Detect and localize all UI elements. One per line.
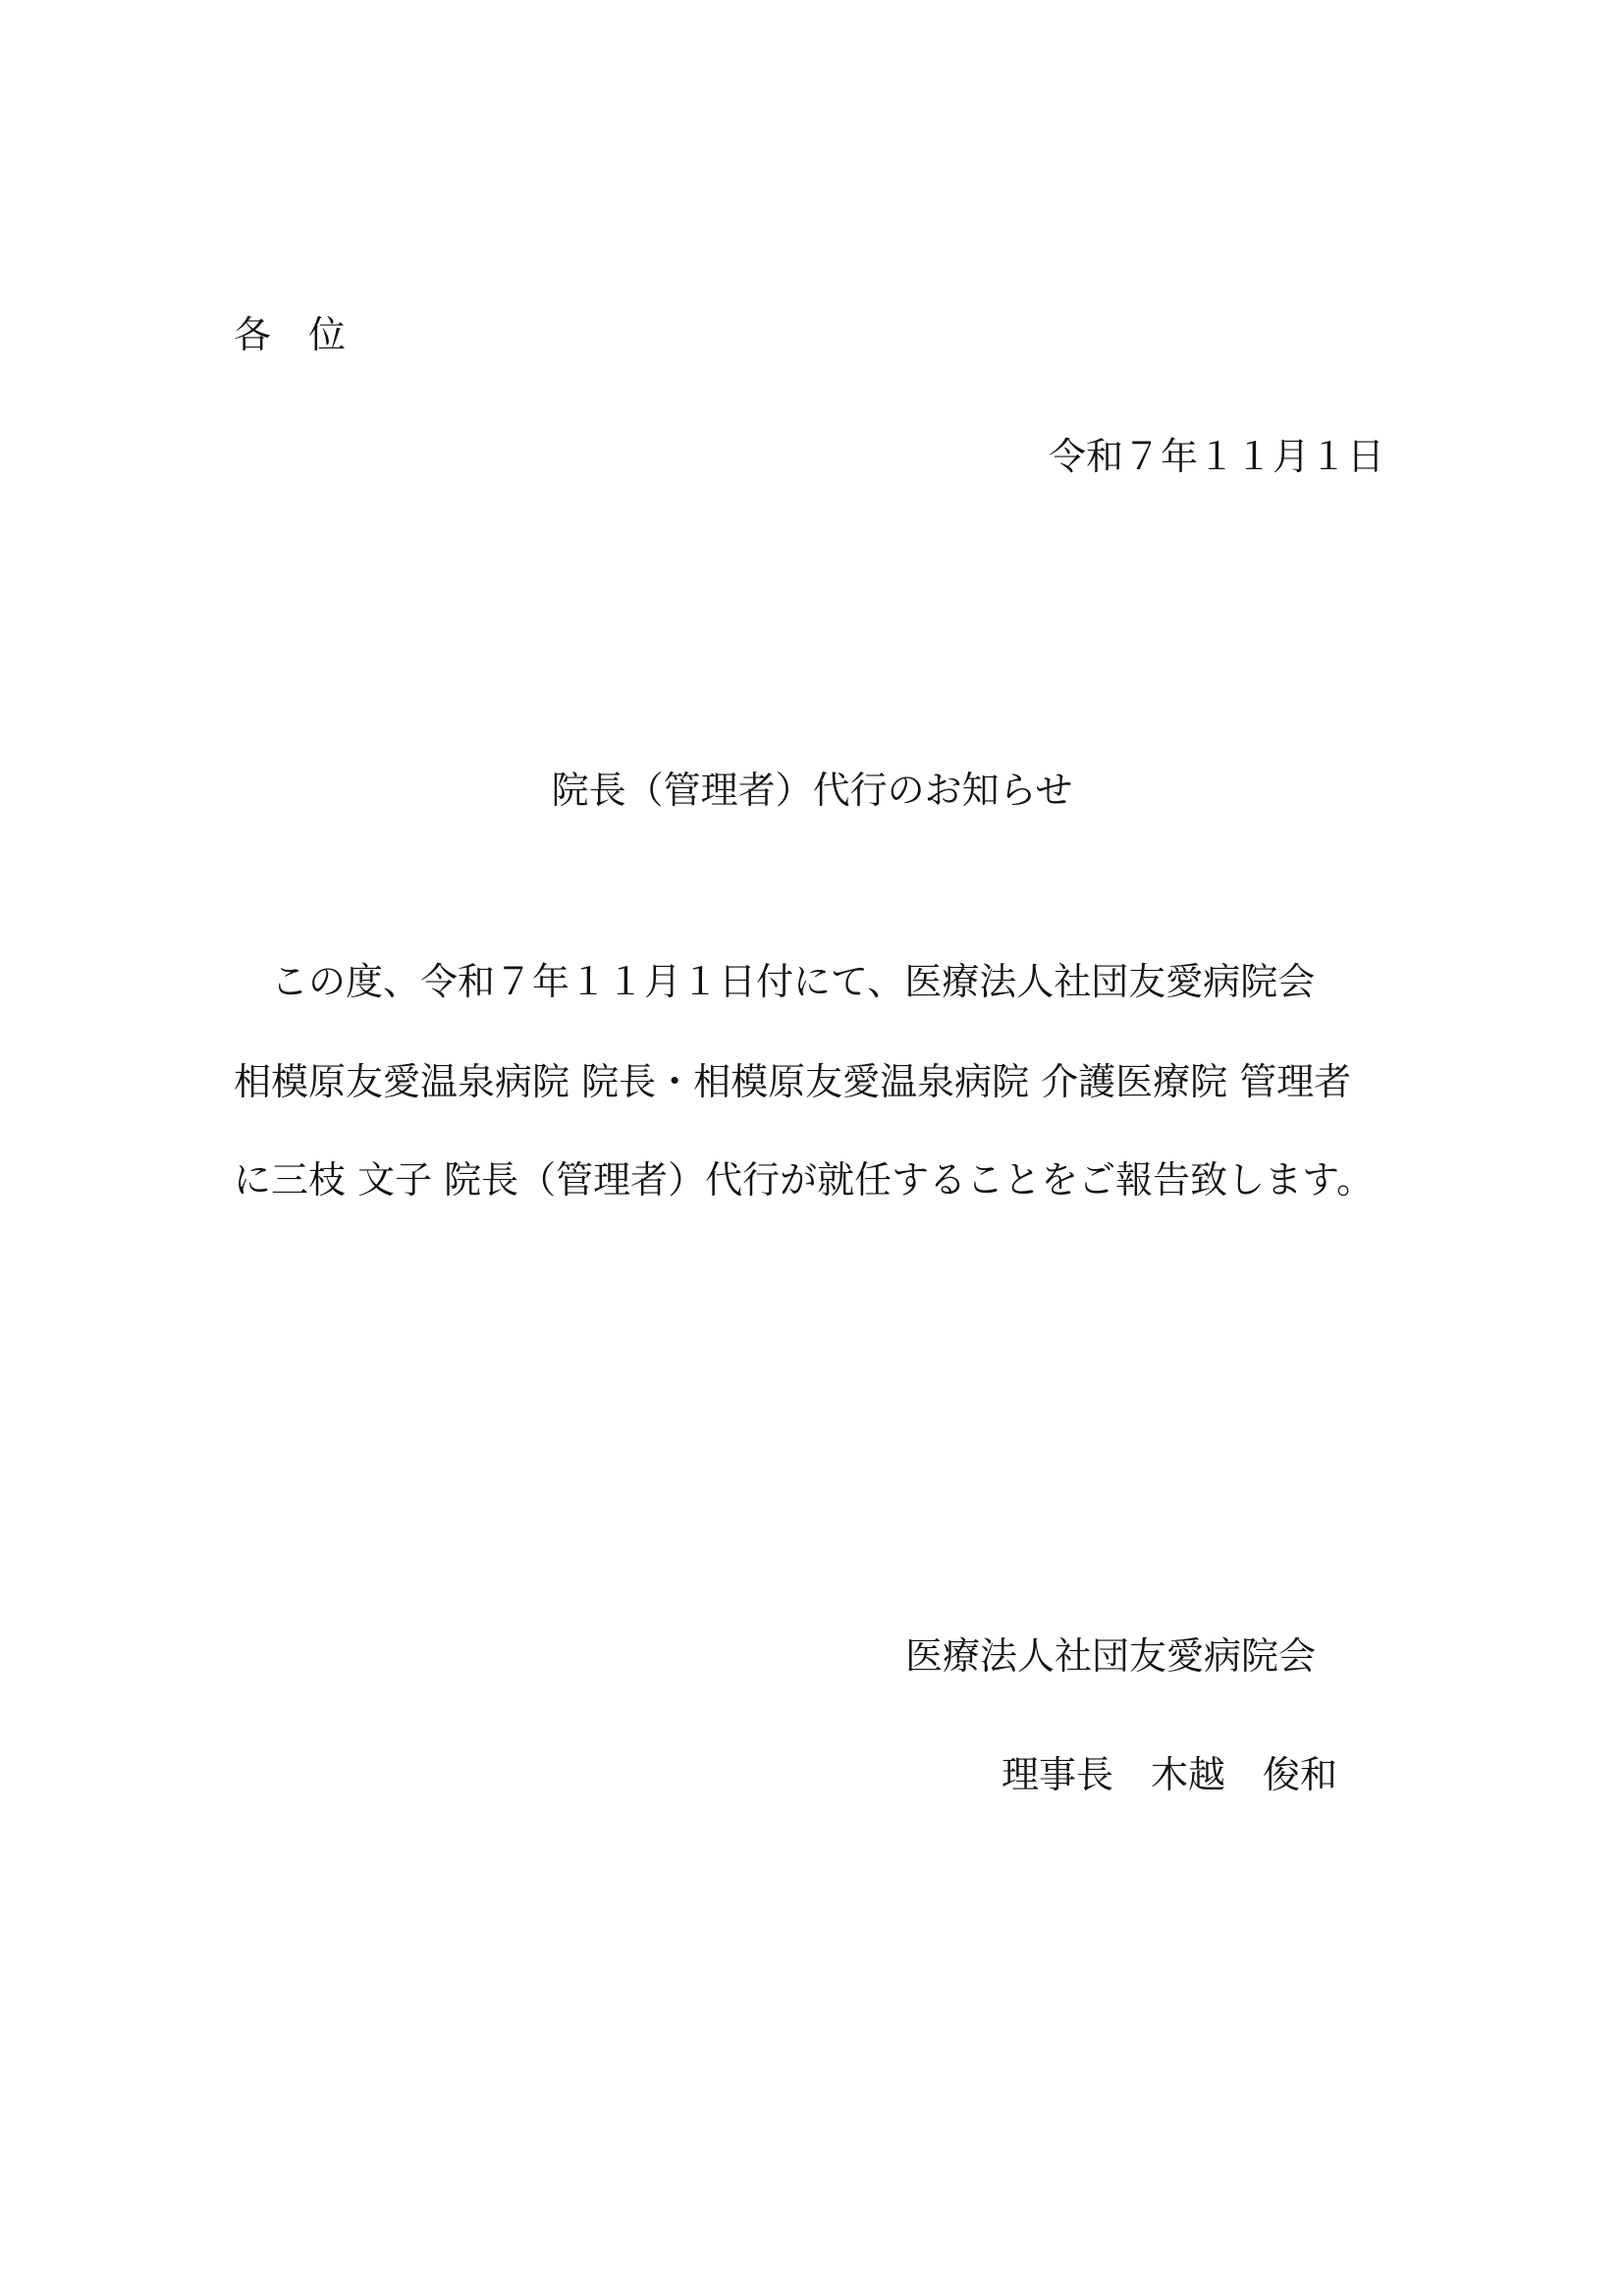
body-line-2: 相模原友愛温泉病院 院長・相模原友愛温泉病院 介護医療院 管理者 — [234, 1060, 1352, 1103]
body-line-3: に三枝 文子 院長（管理者）代行が就任することをご報告致します。 — [234, 1158, 1375, 1201]
signer-name: 理事長 木越 俊和 — [1001, 1753, 1338, 1796]
organization-name: 医療法人社団友愛病院会 — [905, 1634, 1317, 1678]
addressee: 各 位 — [234, 313, 347, 356]
notice-title: 院長（管理者）代行のお知らせ — [551, 769, 1073, 812]
body-line-1: この度、令和７年１１月１日付にて、医療法人社団友愛病院会 — [234, 960, 1316, 1003]
notice-date: 令和７年１１月１日 — [1048, 435, 1384, 478]
